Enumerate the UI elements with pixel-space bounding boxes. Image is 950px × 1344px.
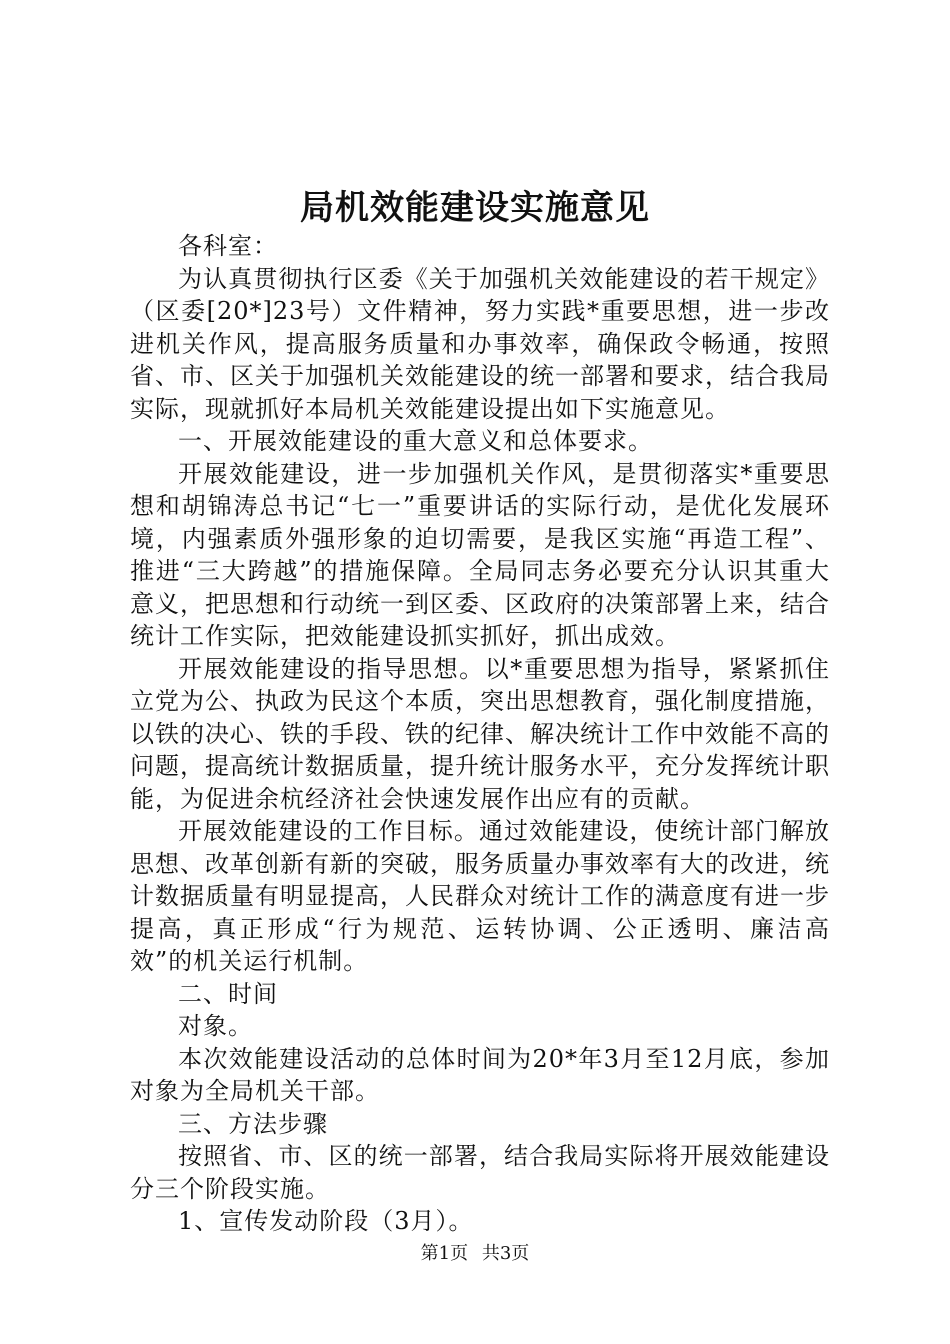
paragraph-significance: 开展效能建设，进一步加强机关作风，是贯彻落实*重要思想和胡锦涛总书记“七一”重要讲话的实际行动，是优化发展环境，内强素质外强形象的迫切需要，是我区实施“再造工程”、推进“三大跨越”的措施保障。全局同志务必要充分认识其重大意义，把思想和行动统一到区委、区政府的决策部署上来，结合统计工作实际，把效能建设抓实抓好，抓出成效。 [130, 459, 830, 650]
section-heading-1: 一、开展效能建设的重大意义和总体要求。 [178, 427, 653, 455]
paragraph-method: 按照省、市、区的统一部署，结合我局实际将开展效能建设分三个阶段实施。 [130, 1142, 830, 1203]
document-body [130, 230, 830, 1238]
page-total: 共3页 [481, 1243, 530, 1264]
section-heading-2-cont: 对象。 [178, 1012, 253, 1040]
paragraph-guiding-thought: 开展效能建设的指导思想。以*重要思想为指导，紧紧抓住立党为公、执政为民这个本质，突出思想教育，强化制度措施，以铁的决心、铁的手段、铁的纪律、解决统计工作中效能不高的问题，提高统计数据质量，提升统计服务水平，充分发挥统计职能，为促进余杭经济社会快速发展作出应有的贡献。 [130, 654, 830, 813]
document-title: 局机效能建设实施意见 [300, 188, 650, 228]
page-number: 第1页 [420, 1243, 469, 1264]
salutation: 各科室： [178, 232, 278, 260]
paragraph-intro: 为认真贯彻执行区委《关于加强机关效能建设的若干规定》（区委[20*]23号）文件精神，努力实践*重要思想，进一步改进机关作风，提高服务质量和办事效率，确保政令畅通，按照省、市、区关于加强机关效能建设的统一部署和要求，结合我局实际，现就抓好本局机关效能建设提出如下实施意见。 [130, 264, 830, 423]
section-heading-3: 三、方法步骤 [178, 1109, 328, 1138]
paragraph-work-goal: 开展效能建设的工作目标。通过效能建设，使统计部门解放思想、改革创新有新的突破，服务质量办事效率有大的改进，统计数据质量有明显提高，人民群众对统计工作的满意度有进一步提高，真正形成“行为规范、运转协调、公正透明、廉洁高效”的机关运行机制。 [130, 817, 830, 975]
section-heading-2: 二、时间 [178, 979, 278, 1008]
paragraph-time-scope: 本次效能建设活动的总体时间为20*年3月至12月底，参加对象为全局机关干部。 [130, 1044, 830, 1105]
step-1-heading: 1、宣传发动阶段（3月）。 [178, 1207, 474, 1235]
page-footer [0, 1242, 950, 1266]
